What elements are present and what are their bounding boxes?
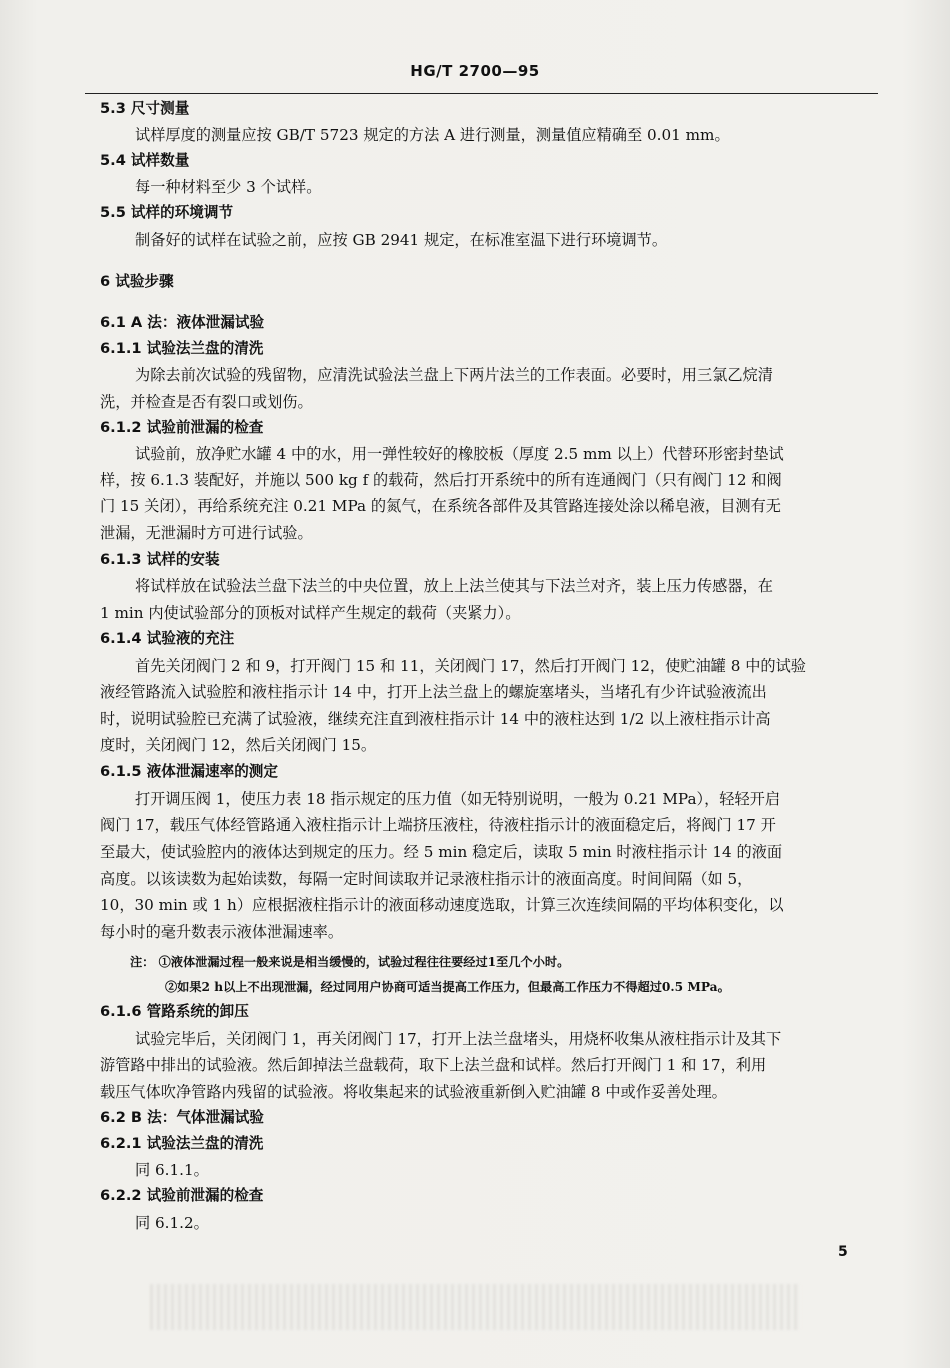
- section-heading-6: 6 试验步骤: [100, 273, 174, 290]
- section-heading-6-1-4: 6.1.4 试验液的充注: [100, 630, 235, 647]
- paragraph-line: 每一种材料至少 3 个试样。: [135, 178, 322, 196]
- paragraph-line: 载压气体吹净管路内残留的试验液。将收集起来的试验液重新倒入贮油罐 8 中或作妥善处理。: [100, 1083, 727, 1101]
- section-heading-6-1-2: 6.1.2 试验前泄漏的检查: [100, 419, 264, 436]
- page-number: 5: [838, 1244, 848, 1260]
- paragraph-line: 同 6.1.2。: [135, 1214, 209, 1232]
- paragraph-line: 泄漏，无泄漏时方可进行试验。: [100, 524, 313, 542]
- paragraph-line: 首先关闭阀门 2 和 9，打开阀门 15 和 11，关闭阀门 17，然后打开阀门 12，使贮油罐 8 中的试验: [135, 657, 806, 675]
- paragraph-line: 洗，并检查是否有裂口或划伤。: [100, 393, 313, 411]
- paragraph-line: 高度。以该读数为起始读数，每隔一定时间读取并记录液柱指示计的液面高度。时间间隔（如 5，: [100, 870, 753, 888]
- section-heading-6-1-3: 6.1.3 试样的安装: [100, 551, 220, 568]
- paragraph-line: 试验前，放净贮水罐 4 中的水，用一弹性较好的橡胶板（厚度 2.5 mm 以上）代替环形密封垫试: [135, 445, 784, 463]
- paragraph-line: 阀门 17，载压气体经管路通入液柱指示计上端挤压液柱，待液柱指示计的液面稳定后，将阀门 17 开: [100, 816, 776, 834]
- note-2: ②如果2 h以上不出现泄漏，经过同用户协商可适当提高工作压力，但最高工作压力不得超过0.5 MPa。: [165, 980, 730, 994]
- scan-artifact: [150, 1284, 800, 1330]
- paragraph-line: 时，说明试验腔已充满了试验液，继续充注直到液柱指示计 14 中的液柱达到 1/2 以上液柱指示计高: [100, 710, 771, 728]
- header-standard-number: HG/T 2700—95: [410, 62, 540, 80]
- paragraph-line: 液经管路流入试验腔和液柱指示计 14 中，打开上法兰盘上的螺旋塞堵头，当堵孔有少许试验液流出: [100, 683, 767, 701]
- paragraph-line: 试样厚度的测量应按 GB/T 5723 规定的方法 A 进行测量，测量值应精确至 0.01 mm。: [135, 126, 730, 144]
- paragraph-line: 同 6.1.1。: [135, 1161, 209, 1179]
- paragraph-line: 将试样放在试验法兰盘下法兰的中央位置，放上上法兰使其与下法兰对齐，装上压力传感器，在: [135, 577, 773, 595]
- paragraph-line: 门 15 关闭），再给系统充注 0.21 MPa 的氮气，在系统各部件及其管路连接处涂以稀皂液，目测有无: [100, 497, 781, 515]
- paragraph-line: 试验完毕后，关闭阀门 1，再关闭阀门 17，打开上法兰盘堵头，用烧杯收集从液柱指示计及其下: [135, 1030, 782, 1048]
- section-heading-6-2-1: 6.2.1 试验法兰盘的清洗: [100, 1135, 264, 1152]
- paragraph-line: 度时，关闭阀门 12，然后关闭阀门 15。: [100, 736, 377, 754]
- section-heading-6-1-5: 6.1.5 液体泄漏速率的测定: [100, 763, 278, 780]
- paragraph-line: 1 min 内使试验部分的顶板对试样产生规定的载荷（夹紧力）。: [100, 604, 521, 622]
- paragraph-line: 样，按 6.1.3 装配好，并施以 500 kg f 的载荷，然后打开系统中的所有连通阀门（只有阀门 12 和阀: [100, 471, 782, 489]
- paragraph-line: 10，30 min 或 1 h）应根据液柱指示计的液面移动速度选取，计算三次连续间隔的平均体积变化，以: [100, 896, 784, 914]
- paragraph-line: 打开调压阀 1，使压力表 18 指示规定的压力值（如无特别说明，一般为 0.21 MPa），轻轻开启: [135, 790, 781, 808]
- section-heading-6-2-2: 6.2.2 试验前泄漏的检查: [100, 1187, 264, 1204]
- note-1: 注： ①液体泄漏过程一般来说是相当缓慢的，试验过程往往要经过1至几个小时。: [130, 955, 570, 969]
- paragraph-line: 游管路中排出的试验液。然后卸掉法兰盘载荷，取下上法兰盘和试样。然后打开阀门 1 和 17，利用: [100, 1056, 767, 1074]
- section-heading-6-2: 6.2 B 法：气体泄漏试验: [100, 1109, 264, 1126]
- section-heading-6-1-6: 6.1.6 管路系统的卸压: [100, 1003, 249, 1020]
- paragraph-line: 制备好的试样在试验之前，应按 GB 2941 规定，在标准室温下进行环境调节。: [135, 231, 668, 249]
- section-heading-5-3: 5.3 尺寸测量: [100, 100, 190, 117]
- header-rule: [85, 93, 878, 94]
- section-heading-6-1: 6.1 A 法：液体泄漏试验: [100, 314, 265, 331]
- paragraph-line: 至最大，使试验腔内的液体达到规定的压力。经 5 min 稳定后，读取 5 min 时液柱指示计 14 的液面: [100, 843, 783, 861]
- paragraph-line: 为除去前次试验的残留物，应清洗试验法兰盘上下两片法兰的工作表面。必要时，用三氯乙烷清: [135, 366, 773, 384]
- section-heading-6-1-1: 6.1.1 试验法兰盘的清洗: [100, 340, 264, 357]
- section-heading-5-4: 5.4 试样数量: [100, 152, 190, 169]
- paragraph-line: 每小时的毫升数表示液体泄漏速率。: [100, 923, 343, 941]
- section-heading-5-5: 5.5 试样的环境调节: [100, 204, 234, 221]
